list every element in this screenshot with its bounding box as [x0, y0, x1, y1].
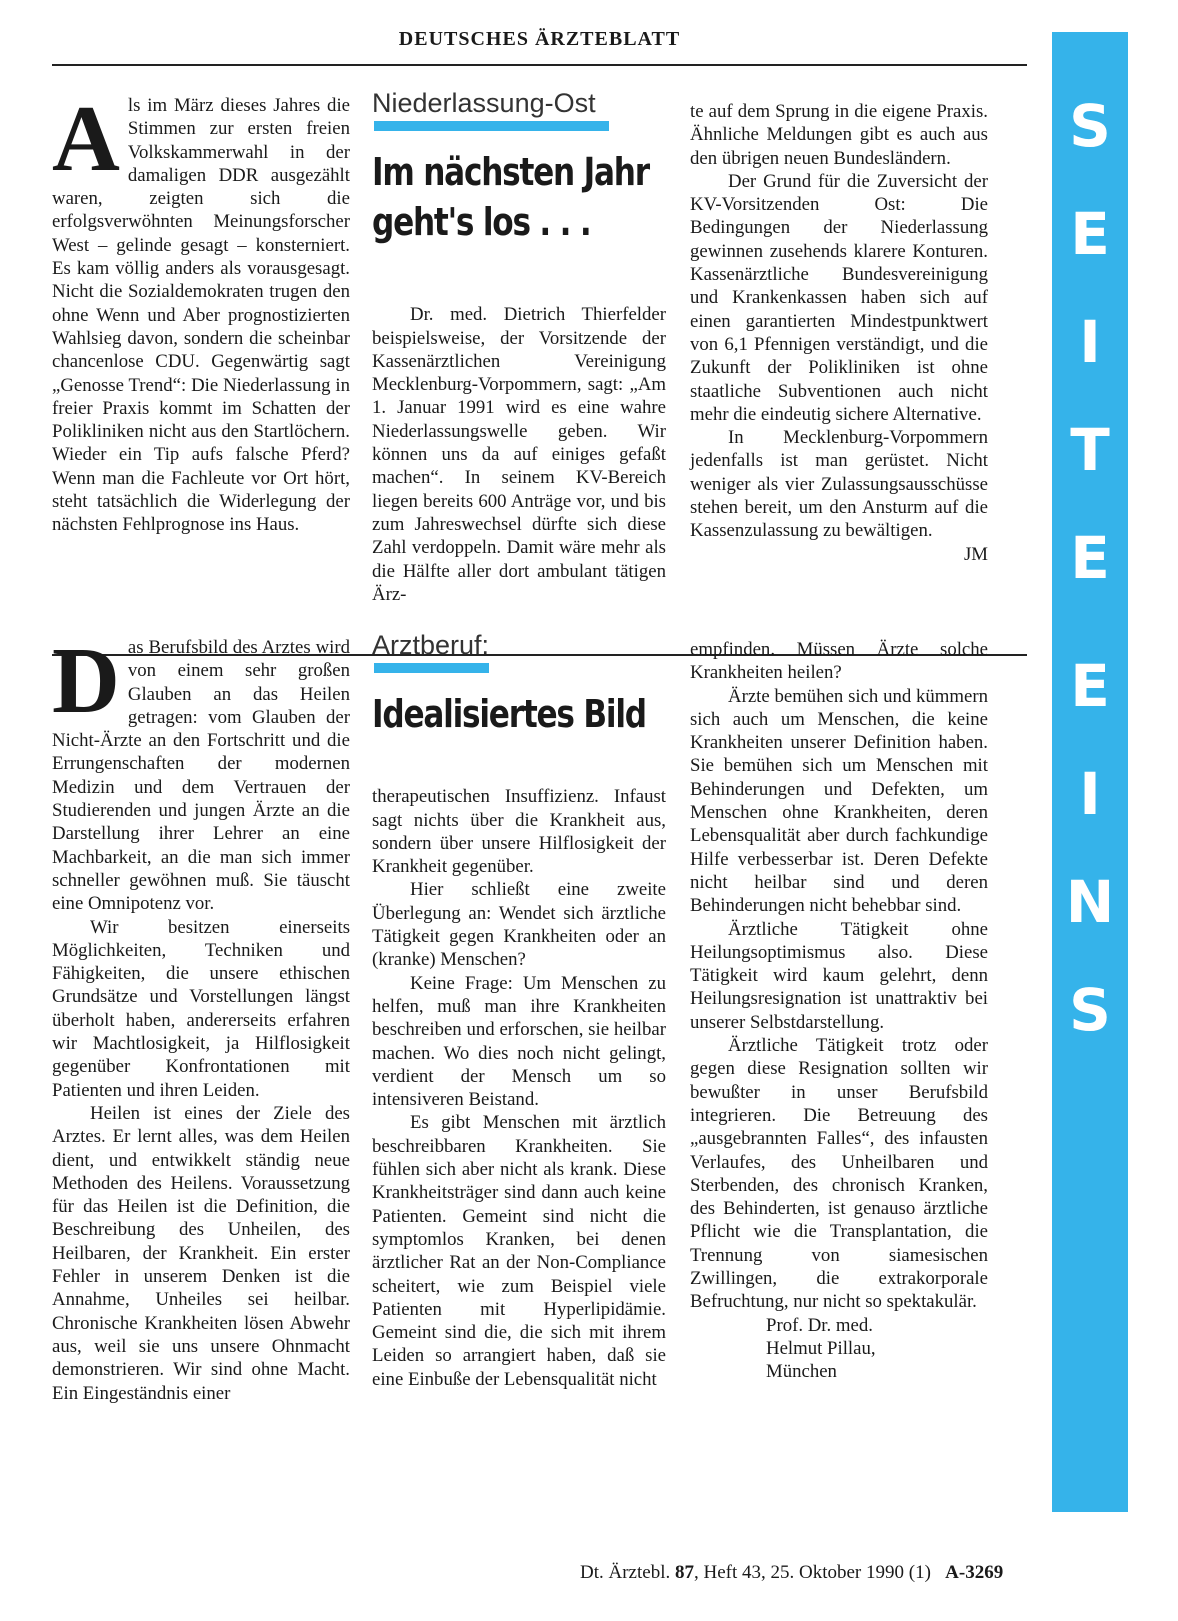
- article1-headline: Im nächsten Jahr geht's los . . .: [372, 150, 649, 245]
- article2-paragraph: Ärztliche Tätigkeit trotz oder gegen diese Resignation sollten wir bewußter in unser Berufsbild integrieren. Die Betreuung des „ausgebrannten Falles“, des infausten Verlaufes, des Unheilbaren und Sterbenden, des chronisch Kranken, des Behinderten, ist genauso ärztliche Pflicht wie die Transplantation, die Trennung von siamesischen Zwillingen, die extrakorporale Befruchtung, nur nicht so spektakulär.: [690, 1035, 988, 1313]
- sidebar-letter: [1052, 612, 1128, 632]
- article2-paragraph: Das Berufsbild des Arztes wird von einem sehr großen Glauben an das Heilen getragen: vom Glauben der Nicht-Ärzte an den Fortschritt und die Errungenschaften der modernen Medizin und dem Vertrauen der Studierenden und jungen Ärzte an die Darstellung ihrer Lehrer an eine Machbarkeit, an die man sich immer schneller gewöhnen muß. Sie täuscht eine Omnipotenz vor.: [52, 629, 350, 915]
- page-number: A-3269: [945, 1562, 1004, 1583]
- masthead: DEUTSCHES ÄRZTEBLATT: [398, 28, 681, 50]
- article2-paragraph: Ärzte bemühen sich und kümmern sich auch um Menschen, die keine Krankheiten unserer Definition haben. Sie bemühen sich um Menschen mit Behinderungen und Defekten, um Menschen ohne Krankheiten, deren Lebensqualität aber durch fachkundige Hilfe verbesserbar ist. Deren Defekte nicht heilbar sind und deren Behinderungen nicht behebbar sind.: [690, 685, 988, 917]
- sidebar-letter: E: [1070, 524, 1110, 592]
- article2-paragraph: therapeutischen Insuffizienz. Infaust sagt nichts über die Krankheit aus, sondern über unsere Hilflosigkeit der Krankheit gegenüber.: [372, 786, 666, 878]
- article2-paragraph: Wir besitzen einerseits Möglichkeiten, Techniken und Fähigkeiten, die unsere ethischen Grundsätze und Vorstellungen längst überholt haben, andererseits erfahren wir Machtlosigkeit, ja Hilflosigkeit gegenüber Konfrontationen mit Patienten und ihren Leiden.: [52, 916, 350, 1101]
- article2-column-1: [52, 629, 350, 1405]
- dropcap: D: [52, 629, 120, 733]
- dropcap: A: [52, 87, 120, 191]
- sidebar-letter: T: [1070, 416, 1110, 484]
- sidebar-letter: I: [1079, 308, 1101, 376]
- sidebar-letter: I: [1079, 760, 1101, 828]
- article1-kicker: Niederlassung-Ost: [372, 88, 596, 118]
- volume: 87: [674, 1562, 694, 1583]
- article2-paragraph: empfinden. Müssen Ärzte solche Krankheiten heilen?: [690, 639, 988, 684]
- article1-lead: Als im März dieses Jahres die Stimmen zur ersten freien Volkskammerwahl in der damaligen DDR ausgezählt waren, zeigten sich die erfolgsverwöhnten Meinungsforscher West – gelinde gesagt – konsterniert. Es kam völlig anders als vorausgesagt. Nicht die Sozialdemokraten trugen den ohne Wenn und Aber prognostizierten Wahlsieg davon, sondern die scheinbar chancenlose CDU. Gegenwärtig sagt „Genosse Trend“: Die Niederlassung in freier Praxis kommt im Schatten der Polikliniken nicht aus den Startlöchern. Wieder ein Tip aufs falsche Pferd? Wenn man die Fachleute vor Ort hört, steht tatsächlich die Widerlegung der nächsten Fehlprognose ins Haus.: [52, 87, 350, 536]
- author-signature: Prof. Dr. med.: [766, 1314, 873, 1336]
- sidebar-letter: E: [1070, 200, 1110, 268]
- article2-paragraph: Heilen ist eines der Ziele des Arztes. Er lernt alles, was dem Heilen dient, und entwikkelt ständig neue Methoden des Heilens. Voraussetzung für das Heilen ist die Definition, die Beschreibung des Unheilen, des Heilbaren, der Krankheit. Ein erster Fehler in unserem Denken ist die Annahme, Unheiles sei heilbar. Chronische Krankheiten lösen Abwehr aus, weil sie uns unsere Ohnmacht demonstrieren. Wir sind ohne Macht. Ein Eingeständnis einer: [52, 1102, 350, 1404]
- article1-column-3: [690, 100, 988, 566]
- article1-paragraph: Dr. med. Dietrich Thierfelder beispielsweise, der Vorsitzende der Kassenärztlichen Vereinigung Mecklenburg-Vorpommern, sagt: „Am 1. Januar 1991 wird es eine wahre Niederlassungswelle geben. Wir können uns da auf einiges gefaßt machen“. In seinem KV-Bereich liegen bereits 600 Anträge vor, und bis zum Jahreswechsel dürfte sich diese Zahl verdoppeln. Damit wäre mehr als die Hälfte aller dort ambulant tätigen Ärz-: [372, 304, 666, 605]
- sidebar-letter: N: [1065, 868, 1115, 936]
- article2-column-2: [372, 630, 666, 1391]
- article2-paragraph: Hier schließt eine zweite Überlegung an: Wendet sich ärztliche Tätigkeit gegen Krankheiten oder an (kranke) Menschen?: [372, 879, 666, 971]
- section-sidebar: [1052, 32, 1128, 1512]
- article1-author: JM: [963, 543, 988, 565]
- author-signature: Helmut Pillau,: [766, 1337, 876, 1359]
- issue-info: , Heft 43, 25. Oktober 1990 (1): [693, 1562, 931, 1583]
- article1-paragraph: Der Grund für die Zuversicht der KV-Vorsitzenden Ost: Die Bedingungen der Niederlassung gewinnen zusehends klarere Konturen. Kassenärztliche Bundesvereinigung und Krankenkassen haben sich auf einen garantierten Mindestpunktwert von 6,1 Pfennigen verständigt, und die Zukunft der Polikliniken ist ohne staatliche Subventionen auch nicht mehr die eindeutig sichere Alternative.: [690, 170, 988, 425]
- article2-paragraph: Keine Frage: Um Menschen zu helfen, muß man ihre Krankheiten beschreiben und erforschen, sie heilbar machen. Wo dies noch nicht gelingt, verdient der Mensch um so intensiveren Beistand.: [372, 972, 666, 1111]
- author-signature: München: [766, 1361, 837, 1383]
- article2-column-3: [690, 638, 988, 1384]
- top-rule: [52, 64, 1027, 66]
- sidebar-letter: E: [1070, 652, 1110, 720]
- sidebar-letter: S: [1069, 976, 1111, 1044]
- article1-paragraph: te auf dem Sprung in die eigene Praxis. Ähnliche Meldungen gibt es auch aus den übrigen neuen Bundesländern.: [690, 101, 988, 169]
- article1-column-2: [372, 88, 666, 606]
- sidebar-letter: S: [1069, 92, 1111, 160]
- article1-paragraph: In Mecklenburg-Vorpommern jedenfalls ist man gerüstet. Nicht weniger als vier Zulassungsausschüsse stehen bereit, um den Ansturm auf die Kassenzulassung zu bewältigen. JM: [690, 427, 988, 565]
- article2-kicker: Arztberuf:: [372, 630, 490, 660]
- article2-paragraph: Ärztliche Tätigkeit ohne Heilungsoptimismus also. Diese Tätigkeit wird kaum gelehrt, denn Heilungsresignation ist unattraktiv bei unserer Selbstdarstellung.: [690, 918, 988, 1033]
- article2-paragraph: Es gibt Menschen mit ärztlich beschreibbaren Krankheiten. Sie fühlen sich aber nicht als krank. Diese Krankheitsträger sind dann auch keine Patienten. Gemeint sind nicht die symptomlos Kranken, bei denen ärztlicher Rat an der Non-Compliance scheitert, wie zum Beispiel viele Patienten mit Hyperlipidämie. Gemeint sind die, die sich mit ihrem Leiden so arrangiert haben, daß sie eine Einbuße der Lebensqualität nicht: [372, 1112, 666, 1390]
- sidebar-label: [1052, 72, 1128, 1064]
- page-footer: [580, 1562, 1003, 1584]
- kicker-bar: [374, 663, 489, 673]
- journal-name: Dt. Ärztebl.: [580, 1562, 671, 1583]
- kicker-bar: [374, 121, 609, 131]
- article1-column-1: [52, 87, 350, 537]
- article2-headline: Idealisiertes Bild: [372, 692, 646, 737]
